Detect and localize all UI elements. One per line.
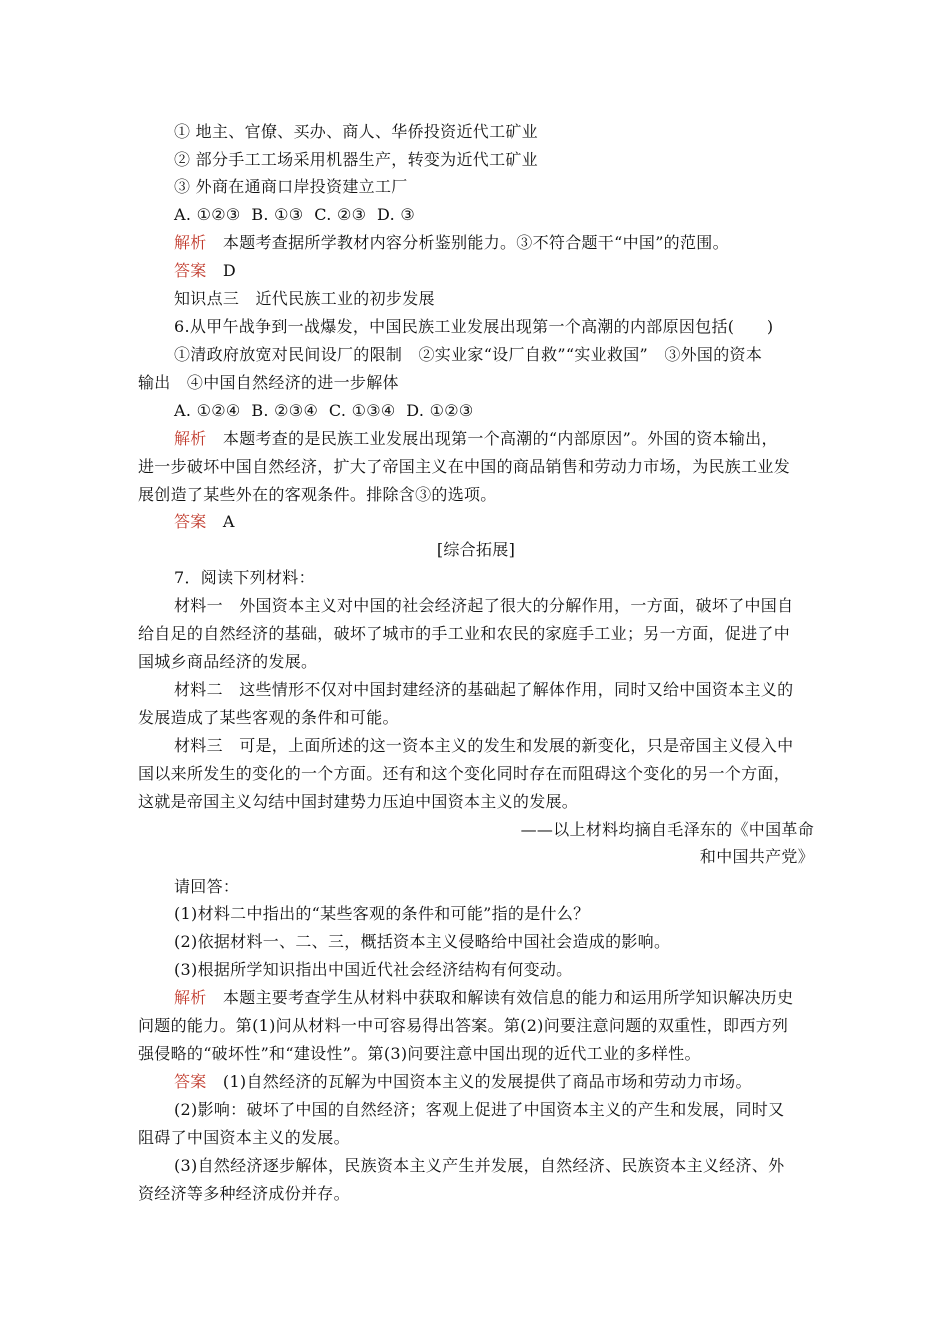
subquestion-3: (3)根据所学知识指出中国近代社会经济结构有何变动。 — [174, 960, 573, 979]
analysis-q5: 解析 本题考查据所学教材内容分析鉴别能力。③不符合题干“中国”的范围。 — [174, 233, 729, 252]
question-7: 7．阅读下列材料： — [174, 568, 315, 587]
answer-q7-part-3-line-2: 资经济等多种经济成份并存。 — [138, 1184, 350, 1203]
material-3-line-2: 国以来所发生的变化的一个方面。还有和这个变化同时存在而阻碍这个变化的另一个方面， — [138, 764, 791, 783]
analysis-label: 解析 — [174, 233, 207, 252]
analysis-q6-line-3: 展创造了某些外在的客观条件。排除含③的选项。 — [138, 485, 497, 504]
section-heading: 知识点三 近代民族工业的初步发展 — [174, 289, 435, 308]
material-2-line-2: 发展造成了某些客观的条件和可能。 — [138, 708, 399, 727]
analysis-label: 解析 — [174, 988, 207, 1007]
subquestion-1: (1)材料二中指出的“某些客观的条件和可能”指的是什么？ — [174, 904, 590, 923]
source-citation-line-1: ——以上材料均摘自毛泽东的《中国革命 — [520, 820, 814, 839]
analysis-label: 解析 — [174, 429, 207, 448]
answer-q7: 答案 (1)自然经济的瓦解为中国资本主义的发展提供了商品市场和劳动力市场。 — [174, 1072, 752, 1091]
q6-options-line-1: ①清政府放宽对民间设厂的限制 ②实业家“设厂自救”“实业救国” ③外国的资本 — [174, 345, 763, 364]
material-2-line-1: 材料二 这些情形不仅对中国封建经济的基础起了解体作用，同时又给中国资本主义的 — [174, 680, 794, 699]
answer-q6: 答案 A — [174, 512, 235, 531]
answer-q5: 答案 D — [174, 261, 237, 280]
option-line-1: ① 地主、官僚、买办、商人、华侨投资近代工矿业 — [174, 122, 538, 141]
answer-q7-part-3: (3)自然经济逐步解体，民族资本主义产生并发展，自然经济、民族资本主义经济、外 — [174, 1156, 785, 1175]
answer-q7-part-2: (2)影响：破坏了中国的自然经济；客观上促进了中国资本主义的产生和发展，同时又 — [174, 1100, 785, 1119]
source-citation-line-2: 和中国共产党》 — [699, 847, 814, 866]
question-6: 6.从甲午战争到一战爆发，中国民族工业发展出现第一个高潮的内部原因包括( ) — [174, 317, 774, 336]
prompt-answer: 请回答： — [174, 877, 240, 896]
material-3-line-3: 这就是帝国主义勾结中国封建势力压迫中国资本主义的发展。 — [138, 792, 579, 811]
option-line-3: ③ 外商在通商口岸投资建立工厂 — [174, 177, 408, 196]
material-1-line-3: 国城乡商品经济的发展。 — [138, 652, 318, 671]
subquestion-2: (2)依据材料一、二、三，概括资本主义侵略给中国社会造成的影响。 — [174, 932, 671, 951]
analysis-q7-line-3: 强侵略的“破坏性”和“建设性”。第(3)问要注意中国出现的近代工业的多样性。 — [138, 1044, 701, 1063]
material-1-line-1: 材料一 外国资本主义对中国的社会经济起了很大的分解作用，一方面，破坏了中国自 — [174, 596, 794, 615]
answer-label: 答案 — [174, 261, 207, 280]
answer-label: 答案 — [174, 1072, 207, 1091]
choices-q6: A. ①②④ B. ②③④ C. ①③④ D. ①②③ — [174, 401, 474, 420]
material-3-line-1: 材料三 可是，上面所述的这一资本主义的发生和发展的新变化，只是帝国主义侵入中 — [174, 736, 794, 755]
answer-q7-part-2-line-2: 阻碍了中国资本主义的发展。 — [138, 1128, 350, 1147]
analysis-q6: 解析 本题考查的是民族工业发展出现第一个高潮的“内部原因”。外国的资本输出， — [174, 429, 778, 448]
analysis-q7: 解析 本题主要考查学生从材料中获取和解读有效信息的能力和运用所学知识解决历史 — [174, 988, 794, 1007]
option-line-2: ② 部分手工工场采用机器生产，转变为近代工矿业 — [174, 150, 538, 169]
q6-options-line-2: 输出 ④中国自然经济的进一步解体 — [138, 373, 399, 392]
analysis-q6-line-2: 进一步破坏中国自然经济，扩大了帝国主义在中国的商品销售和劳动力市场，为民族工业发 — [138, 457, 791, 476]
material-1-line-2: 给自足的自然经济的基础，破坏了城市的手工业和农民的家庭手工业；另一方面，促进了中 — [138, 624, 791, 643]
analysis-q7-line-2: 问题的能力。第(1)问从材料一中可容易得出答案。第(2)问要注意问题的双重性，即西方列 — [138, 1016, 789, 1035]
choices-q5: A. ①②③ B. ①③ C. ②③ D. ③ — [174, 205, 415, 224]
section-title-extension: [综合拓展] — [436, 540, 516, 559]
answer-label: 答案 — [174, 512, 207, 531]
